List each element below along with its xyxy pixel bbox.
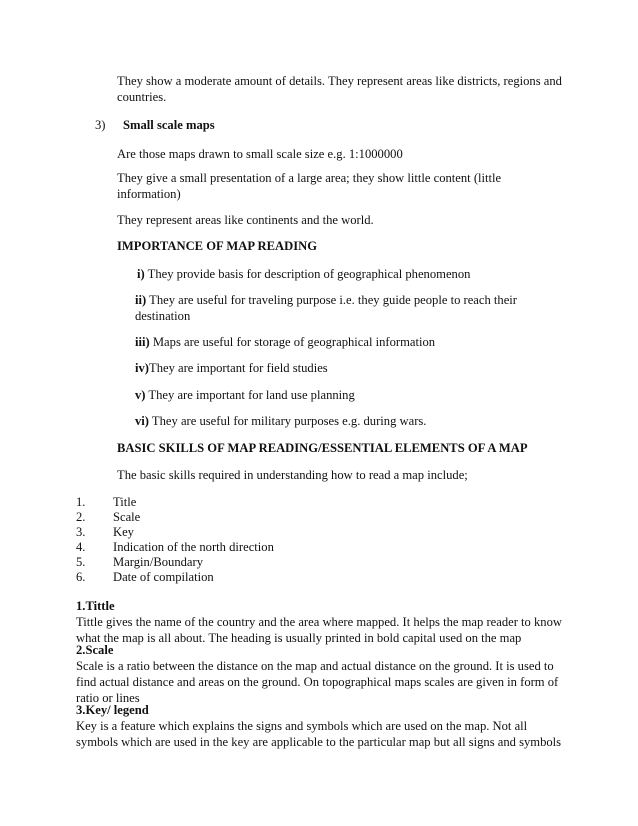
list-number: 2. xyxy=(76,510,86,524)
list-text: Margin/Boundary xyxy=(113,555,204,569)
importance-item xyxy=(137,266,567,282)
list-item xyxy=(76,540,274,555)
item-text: They are important for land use planning xyxy=(148,388,355,402)
item-number: iv) xyxy=(135,361,149,375)
list-number: 6. xyxy=(76,570,86,584)
list-number: 3. xyxy=(76,525,86,539)
list-item xyxy=(76,570,274,585)
item-number: vi) xyxy=(135,414,149,428)
item-text: They are important for field studies xyxy=(149,361,328,375)
importance-item xyxy=(135,334,565,350)
skills-heading: BASIC SKILLS OF MAP READING/ESSENTIAL ELEMENTS OF A MAP xyxy=(117,441,528,455)
list-text: Title xyxy=(113,495,137,509)
list-text: Date of compilation xyxy=(113,570,214,584)
tittle-paragraph: Tittle gives the name of the country and the area where mapped. It helps the map reader to know what the map is all about. The heading is usually printed in bold capital used on the map xyxy=(76,615,562,645)
list-item xyxy=(76,495,274,510)
importance-item xyxy=(135,360,565,376)
item-number: ii) xyxy=(135,293,147,307)
list-text: Scale xyxy=(113,510,141,524)
list-item xyxy=(76,555,274,570)
intro-paragraph: They show a moderate amount of details. They represent areas like districts, regions and countries. xyxy=(117,74,562,104)
importance-heading: IMPORTANCE OF MAP READING xyxy=(117,239,317,253)
key-paragraph: Key is a feature which explains the signs and symbols which are used on the map. Not all symbols which are used in the key are applicable to the particular map but all signs and symbols xyxy=(76,719,562,749)
item-text: They are useful for military purposes e.g. during wars. xyxy=(151,414,427,428)
item-text: They are useful for traveling purpose i.e. they guide people to reach their destination xyxy=(135,293,518,323)
list-text: Indication of the north direction xyxy=(113,540,274,554)
item-text: Maps are useful for storage of geographical information xyxy=(152,335,436,349)
key-heading: 3.Key/ legend xyxy=(76,703,149,717)
item-number: i) xyxy=(137,267,145,281)
tittle-heading: 1.Tittle xyxy=(76,599,115,613)
scale-heading: 2.Scale xyxy=(76,643,114,657)
small-scale-paragraph-3: They represent areas like continents and the world. xyxy=(117,213,374,227)
section-title: Small scale maps xyxy=(123,118,215,132)
list-item xyxy=(76,525,274,540)
list-item xyxy=(76,510,274,525)
importance-item xyxy=(135,292,530,324)
skills-intro: The basic skills required in understanding how to read a map include; xyxy=(117,468,468,482)
elements-list xyxy=(76,495,274,585)
list-number: 4. xyxy=(76,540,86,554)
section-number: 3) xyxy=(95,118,106,132)
small-scale-paragraph-1: Are those maps drawn to small scale size e.g. 1:1000000 xyxy=(117,147,403,161)
list-number: 5. xyxy=(76,555,86,569)
list-number: 1. xyxy=(76,495,86,509)
item-text: They provide basis for description of geographical phenomenon xyxy=(147,267,471,281)
small-scale-paragraph-2: They give a small presentation of a large area; they show little content (little information) xyxy=(117,171,502,201)
small-scale-heading xyxy=(95,117,215,133)
importance-item xyxy=(135,413,565,429)
scale-paragraph: Scale is a ratio between the distance on the map and actual distance on the ground. It is used to find actual distance and areas on the ground. On topographical maps scales are given in form of ratio or lines xyxy=(76,659,559,705)
item-number: iii) xyxy=(135,335,150,349)
list-text: Key xyxy=(113,525,134,539)
item-number: v) xyxy=(135,388,146,402)
importance-item xyxy=(135,387,565,403)
